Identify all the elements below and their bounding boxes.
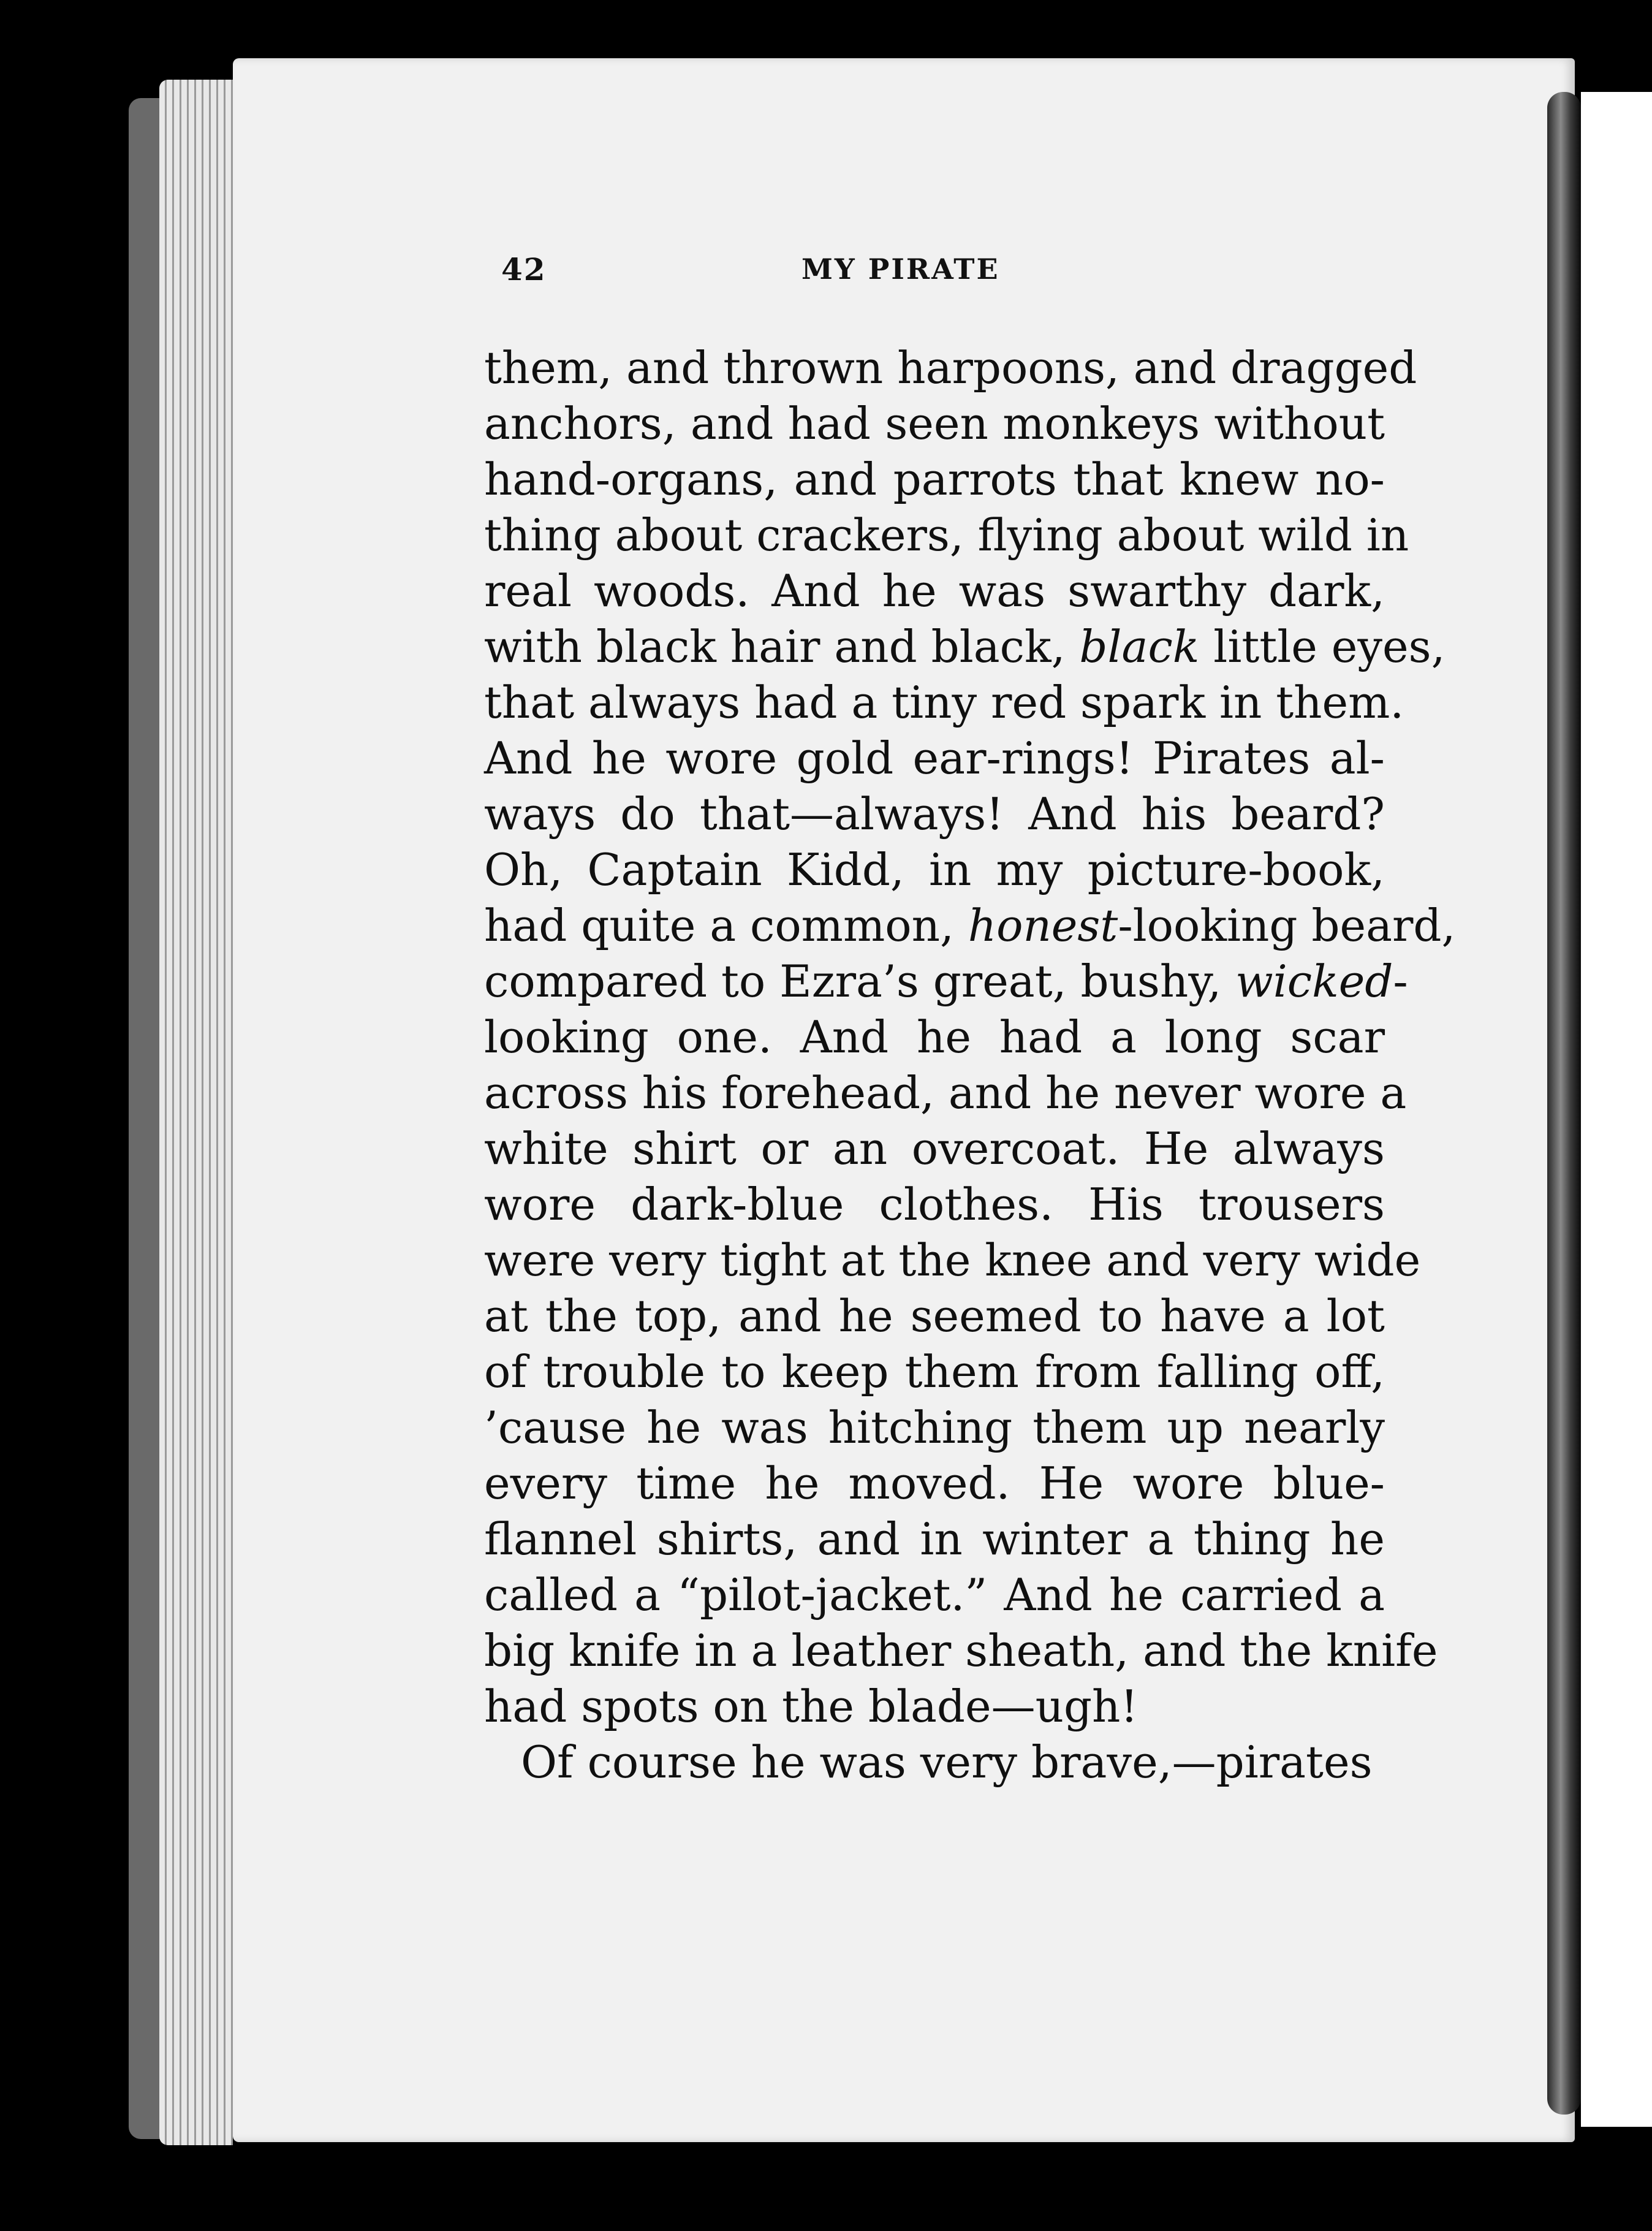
text-line: ’cause he was hitching them up nearly	[484, 1402, 1385, 1453]
italic-emphasis: honest	[968, 900, 1118, 951]
text-line: were very tight at the knee and very wide	[484, 1234, 1421, 1286]
text-line: Of course he was very brave,—pirates	[521, 1736, 1373, 1788]
text-line: had quite a common, honest-looking beard,	[484, 900, 1456, 951]
text-line: real woods. And he was swarthy dark,	[484, 565, 1385, 617]
text-line: big knife in a leather sheath, and the knife	[484, 1625, 1438, 1676]
text-line: looking one. And he had a long scar	[484, 1011, 1385, 1063]
italic-emphasis: black	[1079, 621, 1200, 672]
body-text	[484, 340, 1456, 1790]
text-line: anchors, and had seen monkeys without	[484, 398, 1385, 449]
text-line: wore dark-blue clothes. His trousers	[484, 1179, 1385, 1230]
book-gutter	[1547, 92, 1581, 2115]
text-line: had spots on the blade—ugh!	[484, 1681, 1139, 1732]
text-line: And he wore gold ear-rings! Pirates al-	[484, 732, 1385, 784]
running-title: MY PIRATE	[801, 253, 1000, 286]
text-line: at the top, and he seemed to have a lot	[484, 1290, 1385, 1342]
text-line: thing about crackers, flying about wild in	[484, 509, 1409, 561]
text-line: Oh, Captain Kidd, in my picture-book,	[484, 844, 1385, 895]
italic-emphasis: wicked	[1235, 956, 1393, 1007]
text-line: flannel shirts, and in winter a thing he	[484, 1513, 1385, 1565]
text-line: white shirt or an overcoat. He always	[484, 1123, 1385, 1174]
text-line: ways do that—always! And his beard?	[484, 788, 1385, 840]
text-line: them, and thrown harpoons, and dragged	[484, 342, 1417, 393]
page-number: 42	[501, 251, 547, 287]
text-line: hand-organs, and parrots that knew no-	[484, 454, 1385, 505]
text-line: called a “pilot-jacket.” And he carried a	[484, 1569, 1385, 1621]
text-line: across his forehead, and he never wore a	[484, 1067, 1407, 1119]
page-header	[501, 251, 1065, 294]
page-stack-edge	[159, 80, 233, 2145]
facing-page-edge	[1581, 92, 1652, 2127]
text-line: every time he moved. He wore blue-	[484, 1458, 1385, 1509]
text-line: of trouble to keep them from falling off,	[484, 1346, 1385, 1397]
text-line: that always had a tiny red spark in them.	[484, 677, 1404, 728]
text-line: with black hair and black, black little eyes,	[484, 621, 1446, 672]
text-line: compared to Ezra’s great, bushy, wicked-	[484, 956, 1408, 1007]
